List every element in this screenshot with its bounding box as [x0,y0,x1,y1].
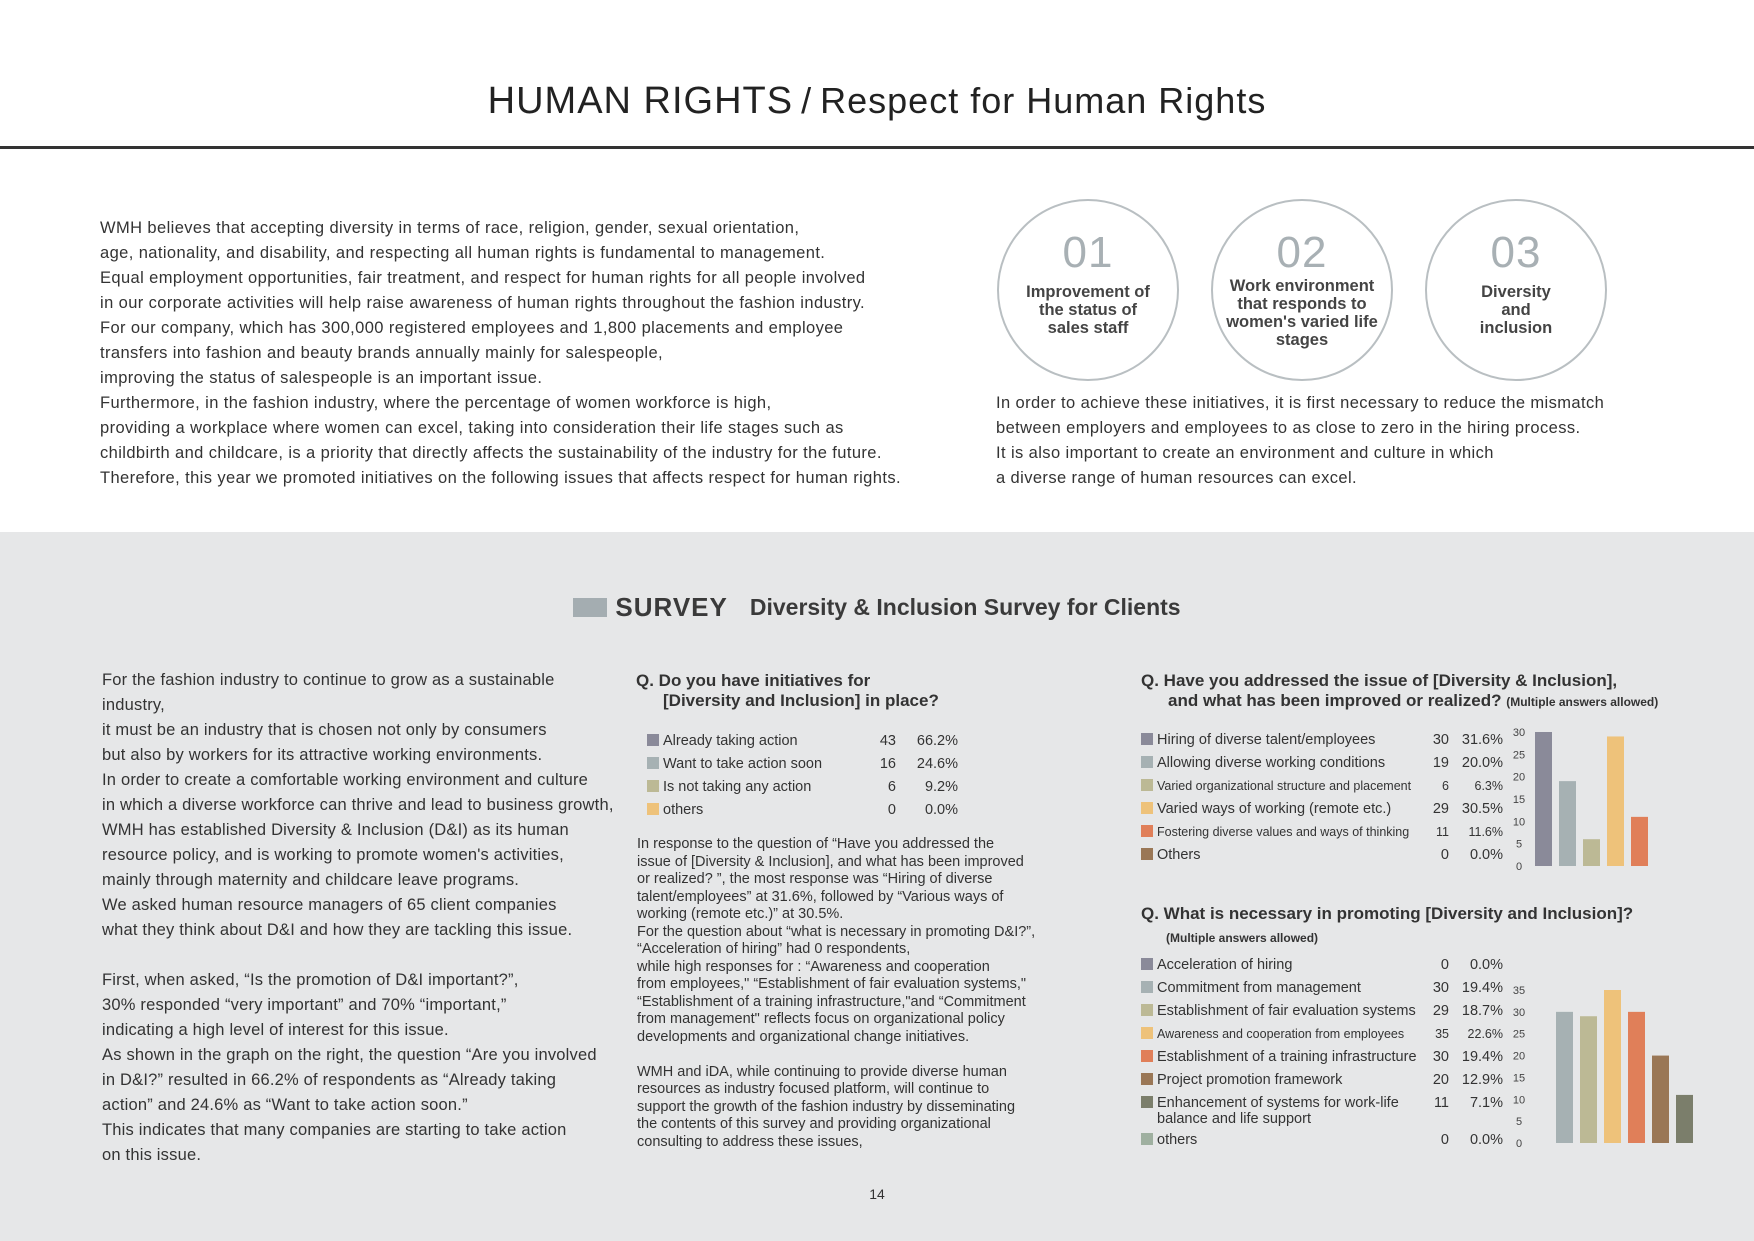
legend-swatch [647,734,659,746]
q2-legend-row [1141,799,1503,819]
legend-swatch [1141,1027,1153,1039]
legend-percent: 0.0% [1469,847,1503,863]
bar [1580,1016,1597,1143]
legend-count: 0 [887,802,896,818]
title-sub: Respect for Human Rights [820,80,1267,121]
bar [1604,990,1621,1143]
legend-percent: 31.6% [1461,732,1503,748]
legend-count: 6 [1442,779,1449,793]
bar [1535,732,1552,866]
y-tick-label: 5 [1515,838,1523,851]
legend-count: 20 [1432,1072,1449,1088]
legend-count: 29 [1432,801,1449,817]
q3-legend-row [1141,1070,1503,1090]
legend-label: Is not taking any action [663,779,812,795]
survey-tag: SURVEY [615,592,728,622]
legend-percent: 30.5% [1461,801,1503,817]
y-tick-label: 15 [1512,1072,1526,1085]
legend-swatch [1141,848,1153,860]
legend-label: Already taking action [663,733,798,749]
issue-circle-02 [1211,199,1393,381]
legend-label: Awareness and cooperation from employees [1157,1027,1405,1041]
survey-marker [573,598,607,617]
legend-swatch [647,780,659,792]
legend-label: Commitment from management [1157,980,1361,996]
q1-legend-row [647,777,958,797]
legend-label: Establishment of fair evaluation systems [1157,1003,1416,1019]
legend-count: 0 [1440,957,1449,973]
legend-swatch [1141,733,1153,745]
q2-legend-row [1141,753,1503,773]
legend-label: Project promotion framework [1157,1072,1343,1088]
legend-count: 30 [1432,1049,1449,1065]
legend-count: 43 [879,733,896,749]
legend-label: Allowing diverse working conditions [1157,755,1386,771]
issue-label: Improvement of the status of sales staff [1026,283,1150,337]
q3-legend-row [1141,1001,1503,1021]
legend-swatch [1141,825,1153,837]
y-tick-label: 20 [1512,771,1526,784]
y-tick-label: 0 [1515,861,1523,873]
issue-circle-03 [1425,199,1607,381]
q1-legend-row [647,754,958,774]
legend-swatch [1141,779,1153,791]
q1-legend-row [647,800,958,820]
legend-swatch [1141,802,1153,814]
q1-title-line2: [Diversity and Inclusion] in place? [663,691,939,710]
legend-swatch [647,757,659,769]
q3-title-line1: Q. What is necessary in promoting [Diversity and Inclusion]? [1141,904,1634,923]
legend-percent: 24.6% [916,756,958,772]
y-tick-label: 10 [1512,816,1526,829]
issue-number: 03 [1490,228,1542,277]
q2-title-line2: and what has been improved or realized? [1168,691,1502,710]
issue-number: 02 [1276,228,1328,277]
page-number: 14 [869,1186,885,1202]
legend-percent: 12.9% [1461,1072,1503,1088]
bar [1652,1056,1669,1143]
q3-legend-row [1141,955,1503,975]
legend-swatch [1141,1004,1153,1016]
issue-number: 01 [1062,228,1114,277]
y-tick-label: 25 [1512,749,1526,762]
y-tick-label: 10 [1512,1094,1526,1107]
legend-swatch [1141,1096,1153,1108]
legend-swatch [1141,756,1153,768]
page-title [0,80,1754,123]
legend-count: 29 [1432,1003,1449,1019]
issue-circle-01 [997,199,1179,381]
legend-percent: 7.1% [1469,1095,1503,1111]
legend-label-line2: balance and life support [1157,1111,1311,1127]
legend-label: Fostering diverse values and ways of thinking [1157,825,1410,839]
q3-legend-row [1141,1130,1503,1150]
legend-label: others [663,802,704,818]
bar [1556,1012,1573,1143]
q2-title [1141,671,1658,712]
legend-count: 11 [1436,825,1449,839]
y-tick-label: 30 [1512,1006,1526,1019]
legend-percent: 6.3% [1474,779,1503,793]
legend-label: Varied organizational structure and placement [1157,779,1412,793]
legend-percent: 11.6% [1468,825,1503,839]
y-tick-label: 0 [1515,1138,1523,1150]
legend-label: Hiring of diverse talent/employees [1157,732,1376,748]
bar [1607,736,1624,866]
intro-text: WMH believes that accepting diversity in terms of race, religion, gender, sexual orientation, age, nationality, and disability, and respecting all human rights is fundamental to management. Equal employment opportunities, fair treatment, and respect for human rights for all people involved in our corporate activities will help raise awareness of human rights throughout the fashion industry. For our company, which has 300,000 registered employees and 1,800 placements and employee transfers into fashion and beauty brands annually mainly for salespeople, improving the status of salespeople is an important issue. Furthermore, in the fashion industry, where the percentage of women workforce is high, providing a workplace where women can excel, taking into consideration their life stages such as childbirth and childcare, is a priority that directly affects the sustainability of the industry for the future. Therefore, this year we promoted initiatives on the following issues that affects respect for human rights. [100,219,901,487]
q3-legend-row [1141,1024,1503,1044]
legend-percent: 18.7% [1461,1003,1503,1019]
issue-label: Diversity and inclusion [1479,283,1553,337]
legend-swatch [647,803,659,815]
survey-analysis-text: In response to the question of “Have you addressed the issue of [Diversity & Inclusion], and what has been improved or realized? ”, the most response was “Hiring of diverse talent/employees” at 31.6%, followed by “Various ways of working (remote etc.)” at 30.5%. For the question about “what is necessary in promoting D&I?”, “Acceleration of hiring” had 0 respondents, while high responses for : “Awareness and cooperation from employees," “Establishment of fair evaluation systems," “Establishment of a training infrastructure,"and “Commitment from management" reflects focus on organizational policy developments and organizational change initiatives. WMH and iDA, while continuing to provide diverse human resources as industry focused platform, will continue to support the growth of the fashion industry by disseminating the contents of this survey and providing organizational consulting to address these issues, [637,836,1036,1150]
y-tick-label: 5 [1515,1116,1523,1129]
legend-swatch [1141,1050,1153,1062]
legend-count: 0 [1440,1132,1449,1148]
survey-left-text: For the fashion industry to continue to grow as a sustainable industry, it must be an industry that is chosen not only by consumers but also by workers for its attractive working environments. In order to create a comfortable working environment and culture in which a diverse workforce can thrive and lead to business growth, WMH has established Diversity & Inclusion (D&I) as its human resource policy, and is working to promote women's activities, mainly through maternity and childcare leave programs. We asked human resource managers of 65 client companies what they think about D&I and how they are tackling this issue. First, when asked, “Is the promotion of D&I important?”, 30% responded “very important” and 70% “important,” indicating a high level of interest for this issue. As shown in the graph on the right, the question “Are you involved in D&I?” resulted in 66.2% of respondents as “Already taking action” and 24.6% as “Want to take action soon.” This indicates that many companies are starting to take action on this issue. [102,671,614,1164]
legend-percent: 19.4% [1461,1049,1503,1065]
y-tick-label: 35 [1512,985,1526,997]
legend-percent: 9.2% [924,779,958,795]
bar [1583,839,1600,866]
legend-count: 35 [1435,1027,1449,1041]
survey-title: Diversity & Inclusion Survey for Clients [749,594,1181,620]
title-divider [0,146,1754,149]
legend-count: 19 [1432,755,1449,771]
issue-label: Work environment that responds to women's varied life stages [1226,277,1378,349]
q1-legend-row [647,731,958,751]
title-separator: / [801,80,813,121]
y-tick-label: 15 [1512,794,1526,806]
legend-label: others [1157,1132,1198,1148]
survey-heading [0,592,1754,623]
legend-label: Acceleration of hiring [1157,957,1293,973]
q3-legend-row [1141,978,1503,998]
q1-title [636,671,939,711]
y-tick-label: 25 [1512,1028,1526,1041]
legend-count: 0 [1440,847,1449,863]
legend-percent: 0.0% [924,802,958,818]
legend-percent: 0.0% [1469,957,1503,973]
q2-legend-row [1141,845,1503,865]
legend-count: 6 [887,779,896,795]
q3-note: (Multiple answers allowed) [1166,931,1319,945]
q2-legend-row [1141,822,1503,842]
legend-swatch [1141,1073,1153,1085]
q3-bar-chart [1505,980,1705,1150]
legend-percent: 66.2% [916,733,958,749]
legend-label: Varied ways of working (remote etc.) [1157,801,1392,817]
legend-label: Want to take action soon [663,756,823,772]
legend-label: Enhancement of systems for work-life [1157,1095,1399,1111]
y-tick-label: 20 [1512,1050,1526,1063]
q3-legend-row [1141,1093,1503,1127]
legend-swatch [1141,1133,1153,1145]
y-tick-label: 30 [1512,727,1526,739]
legend-swatch [1141,981,1153,993]
title-main: HUMAN RIGHTS [487,80,794,122]
legend-count: 30 [1432,980,1449,996]
legend-percent: 0.0% [1469,1132,1503,1148]
legend-percent: 20.0% [1461,755,1503,771]
q1-title-line1: Q. Do you have initiatives for [636,671,871,690]
q2-legend-row [1141,776,1503,796]
legend-count: 11 [1433,1095,1449,1111]
legend-label: Others [1157,847,1201,863]
bar [1631,817,1648,866]
legend-percent: 22.6% [1467,1027,1503,1041]
q2-note: (Multiple answers allowed) [1506,695,1659,709]
issues-text: In order to achieve these initiatives, it is first necessary to reduce the mismatch between employers and employees to as close to zero in the hiring process. It is also important to create an environment and culture in which a diverse range of human resources can excel. [996,394,1605,487]
q2-bar-chart [1505,726,1655,871]
legend-swatch [1141,958,1153,970]
q3-title [1141,904,1633,948]
bar [1628,1012,1645,1143]
legend-count: 30 [1432,732,1449,748]
legend-percent: 19.4% [1461,980,1503,996]
legend-label: Establishment of a training infrastructure [1157,1049,1417,1065]
q2-title-line1: Q. Have you addressed the issue of [Diversity & Inclusion], [1141,671,1618,690]
legend-count: 16 [879,756,896,772]
bar [1676,1095,1693,1143]
q3-legend-row [1141,1047,1503,1067]
q2-legend-row [1141,730,1503,750]
bar [1559,781,1576,866]
